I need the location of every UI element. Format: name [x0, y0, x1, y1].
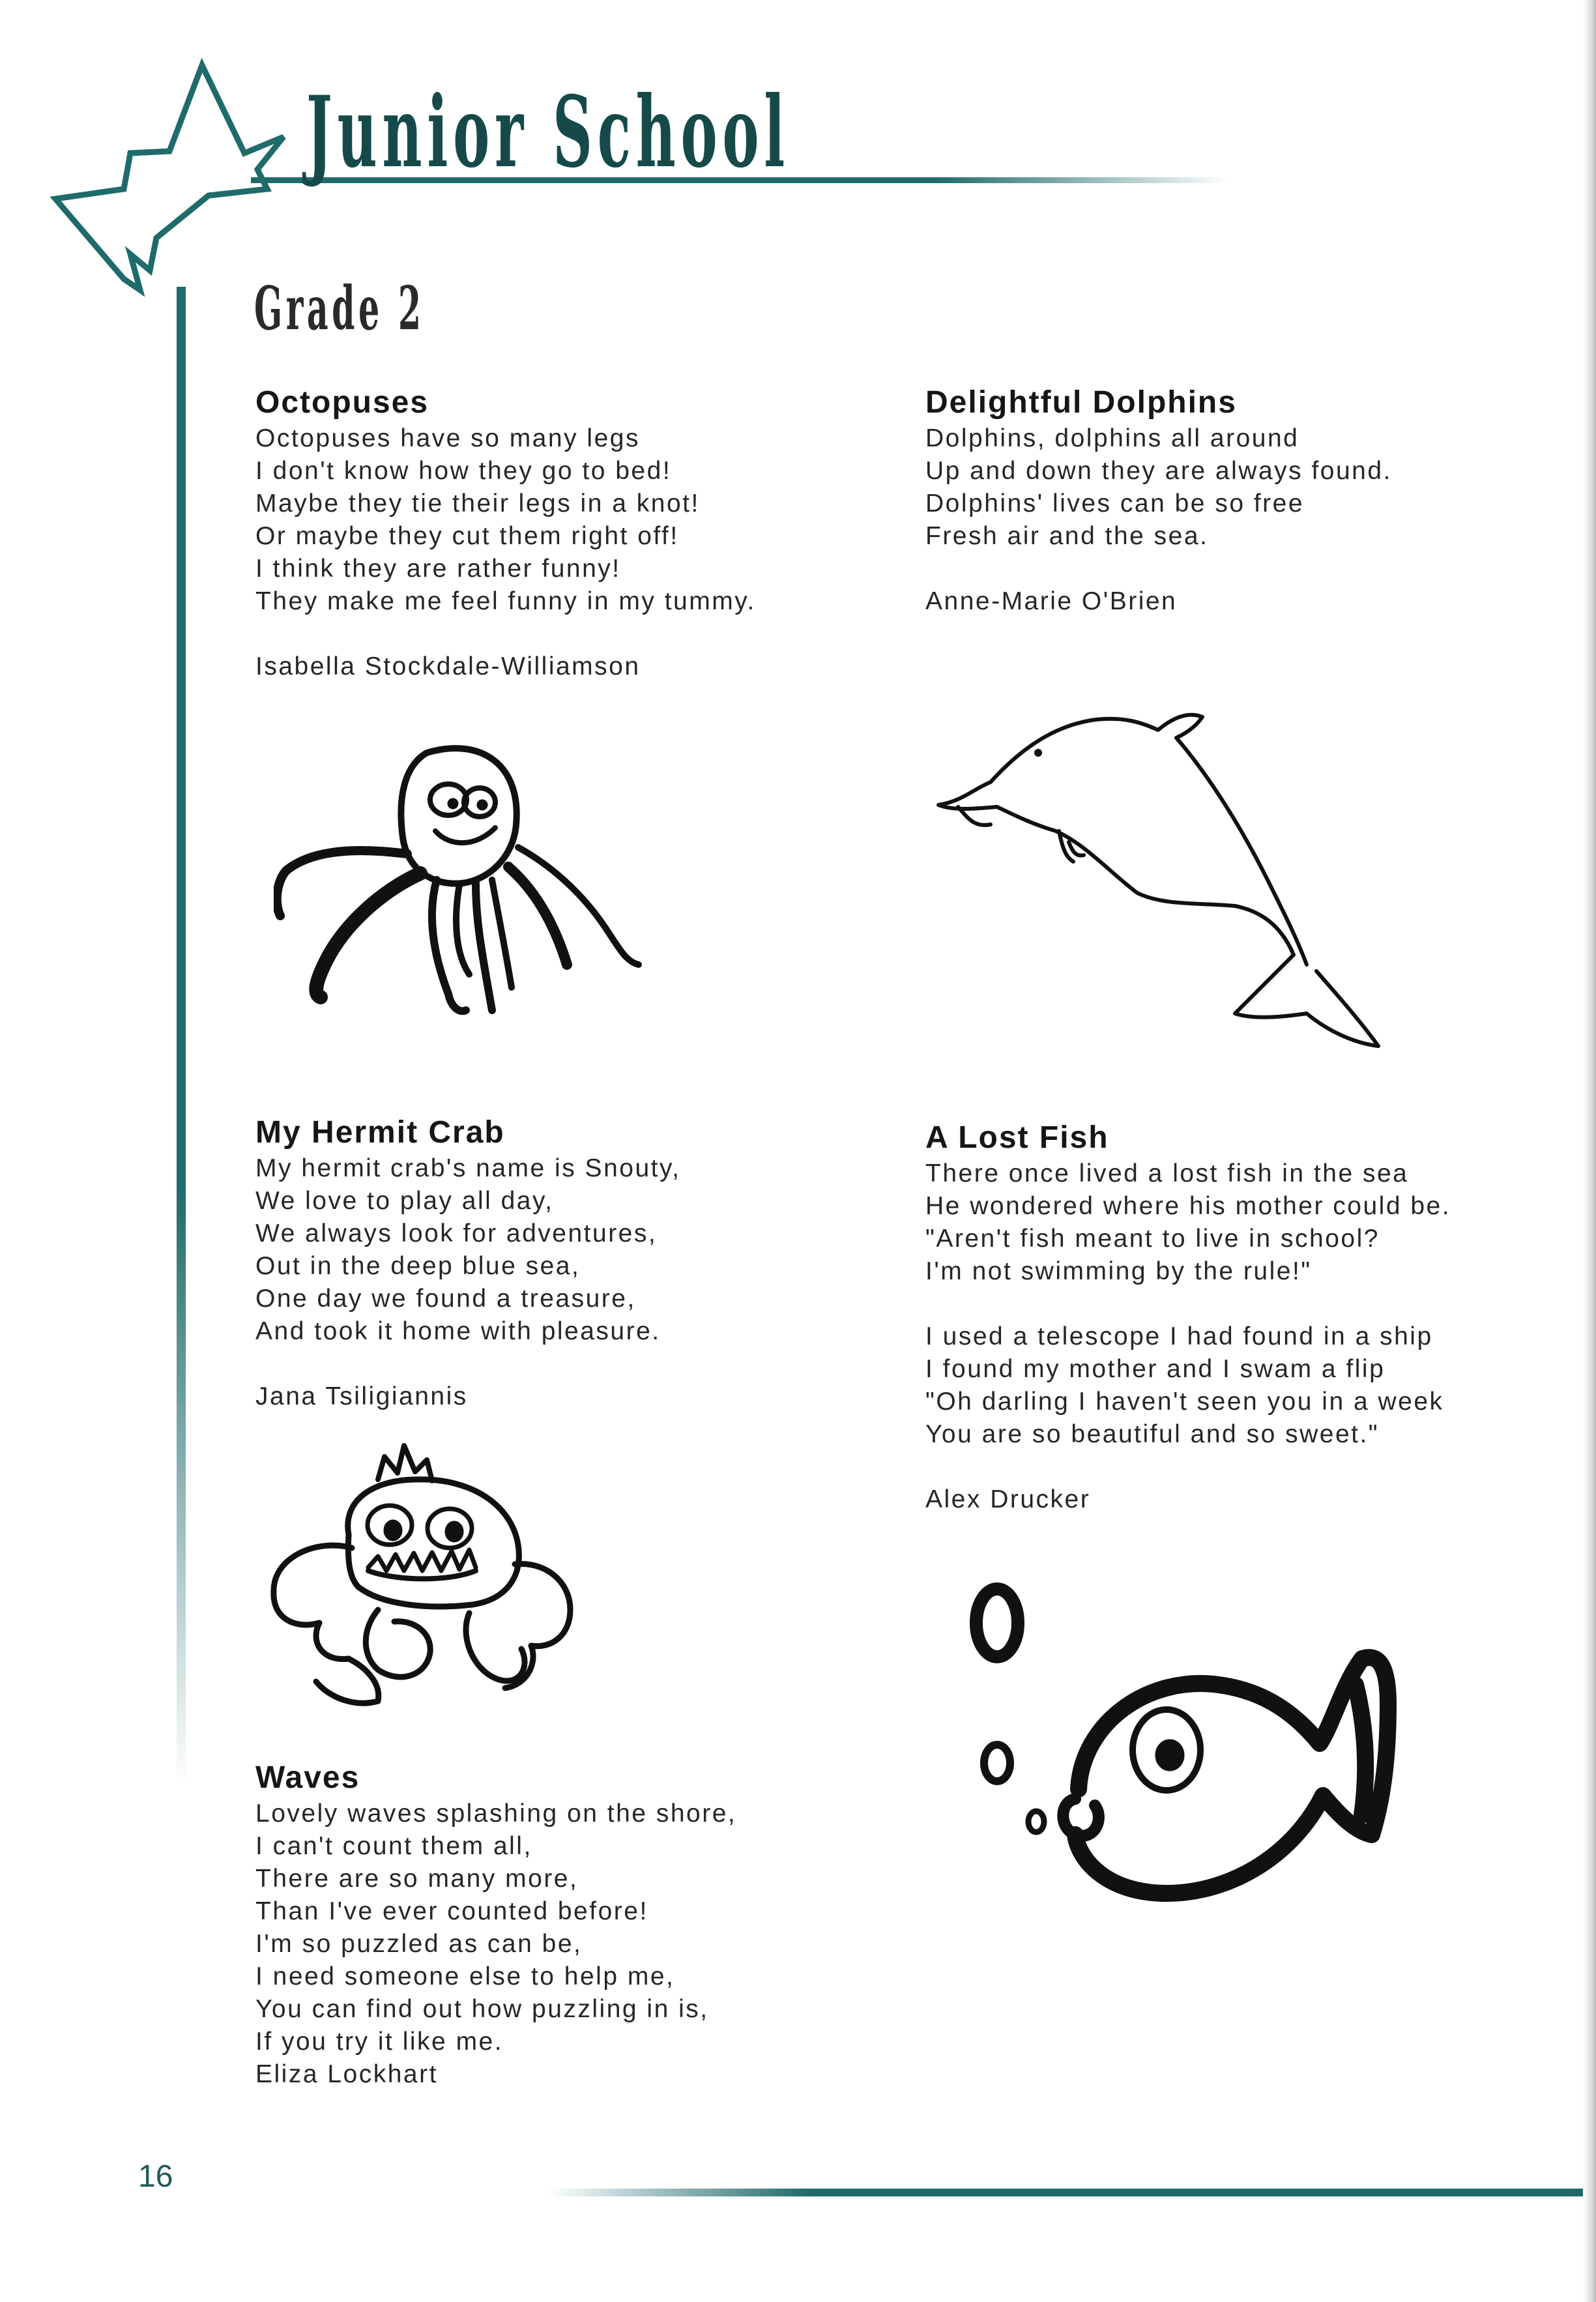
poem-lines — [925, 422, 1551, 553]
hermit-crab-drawing — [264, 1434, 616, 1721]
page-edge — [1583, 0, 1596, 2302]
left-bar — [177, 287, 186, 1786]
poem-line: They make me feel funny in my tummy. — [255, 587, 756, 615]
poem-delightful-dolphins — [925, 385, 1551, 618]
poem-line: We love to play all day, — [255, 1187, 554, 1215]
octopus-drawing — [274, 740, 665, 1040]
page-title: Junior School — [306, 75, 791, 190]
poem-title: My Hermit Crab — [255, 1115, 505, 1150]
poem-lines — [255, 1798, 881, 2058]
poem-my-hermit-crab — [255, 1115, 881, 1413]
poem-title: Octopuses — [255, 385, 429, 420]
poem-line: If you try it like me. — [255, 2028, 504, 2056]
poem-line: Fresh air and the sea. — [925, 522, 1209, 550]
poem-author: Isabella Stockdale-Williamson — [255, 652, 641, 680]
poem-line: Out in the deep blue sea, — [255, 1252, 581, 1280]
poem-line: Maybe they tie their legs in a knot! — [255, 489, 700, 517]
poem-line: Lovely waves splashing on the shore, — [255, 1799, 737, 1828]
poem-line: I used a telescope I had found in a ship — [925, 1322, 1433, 1350]
poem-line: I think they are rather funny! — [255, 555, 621, 583]
poem-line: I don't know how they go to bed! — [255, 457, 672, 485]
poem-line: I can't count them all, — [255, 1832, 532, 1860]
poem-author: Anne-Marie O'Brien — [925, 587, 1178, 615]
star-burst — [55, 65, 283, 290]
poem-line: "Aren't fish meant to live in school? — [925, 1225, 1380, 1253]
poem-line: He wondered where his mother could be. — [925, 1192, 1451, 1220]
poem-lines — [255, 1152, 881, 1348]
poem-line: I'm so puzzled as can be, — [255, 1930, 583, 1958]
stanza-break — [925, 1288, 1551, 1320]
poem-waves — [255, 1760, 881, 2091]
section-title: Grade 2 — [254, 273, 425, 343]
poem-a-lost-fish — [925, 1120, 1551, 1516]
poem-lines — [255, 422, 881, 618]
poem-line: My hermit crab's name is Snouty, — [255, 1154, 681, 1182]
poem-line: You can find out how puzzling in is, — [255, 1995, 709, 2023]
page-number: 16 — [138, 2159, 173, 2194]
poem-author: Jana Tsiligiannis — [255, 1382, 468, 1410]
dolphin-drawing — [929, 691, 1398, 1056]
poem-line: Or maybe they cut them right off! — [255, 522, 679, 550]
poem-line: Dolphins' lives can be so free — [925, 489, 1305, 517]
poem-line: One day we found a treasure, — [255, 1285, 636, 1313]
poem-title: Delightful Dolphins — [925, 385, 1237, 420]
poem-author: Alex Drucker — [925, 1485, 1091, 1513]
poem-line: Octopuses have so many legs — [255, 424, 640, 452]
poem-line: You are so beautiful and so sweet." — [925, 1420, 1380, 1448]
poem-line: I'm not swimming by the rule!" — [925, 1257, 1312, 1285]
poem-octopuses — [255, 385, 881, 683]
poem-title: Waves — [255, 1760, 360, 1795]
fish-drawing — [938, 1554, 1408, 1972]
poem-line: Dolphins, dolphins all around — [925, 424, 1299, 452]
poem-line: We always look for adventures, — [255, 1219, 658, 1247]
poem-line: I found my mother and I swam a flip — [925, 1355, 1386, 1383]
poem-line: Than I've ever counted before! — [255, 1897, 648, 1925]
poem-line: There once lived a lost fish in the sea — [925, 1159, 1409, 1187]
poem-line: There are so many more, — [255, 1865, 579, 1893]
poem-line: And took it home with pleasure. — [255, 1317, 661, 1345]
poem-line: I need someone else to help me, — [255, 1962, 675, 1990]
poem-author: Eliza Lockhart — [255, 2060, 438, 2088]
poem-title: A Lost Fish — [925, 1120, 1109, 1155]
poem-line: Up and down they are always found. — [925, 457, 1392, 485]
bottom-rule — [547, 2189, 1596, 2196]
poem-line: "Oh darling I haven't seen you in a week — [925, 1388, 1444, 1416]
poem-lines — [925, 1158, 1551, 1451]
